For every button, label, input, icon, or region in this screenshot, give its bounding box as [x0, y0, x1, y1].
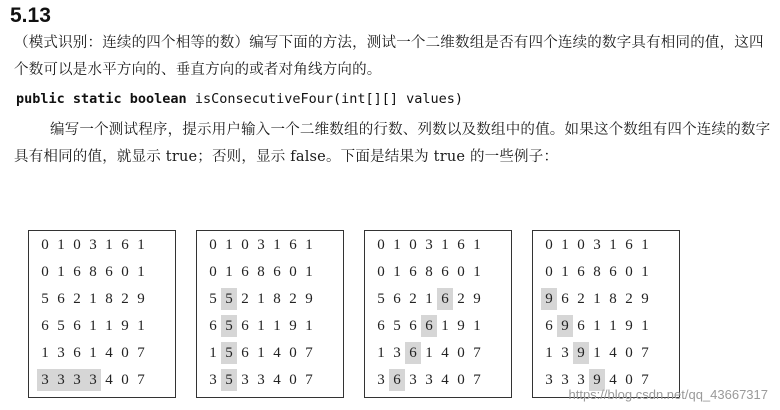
matrix-cell: 1 [209, 345, 217, 361]
matrix-cell-highlighted: 3 [37, 369, 53, 391]
matrix-cell: 6 [441, 264, 449, 280]
matrix-cell: 6 [73, 318, 81, 334]
matrix-cell: 2 [409, 291, 417, 307]
matrix-row [37, 261, 175, 285]
matrix-row [541, 261, 679, 285]
matrix-cell: 4 [609, 345, 617, 361]
matrix-cell: 6 [577, 318, 585, 334]
matrix-cell: 2 [241, 291, 249, 307]
matrix-cell: 3 [241, 372, 249, 388]
matrix-cell: 8 [257, 264, 265, 280]
matrix-cell-highlighted: 9 [589, 369, 605, 391]
example-matrix-horizontal [28, 230, 176, 398]
matrix-cell: 6 [561, 291, 569, 307]
matrix-cell: 5 [57, 318, 65, 334]
matrix-cell: 3 [577, 372, 585, 388]
matrix-cell: 6 [241, 345, 249, 361]
matrix-cell: 2 [73, 291, 81, 307]
matrix-cell: 3 [257, 372, 265, 388]
matrix-cell: 8 [609, 291, 617, 307]
matrix-cell: 0 [121, 345, 129, 361]
matrix-cell: 1 [641, 318, 649, 334]
matrix-cell: 1 [473, 264, 481, 280]
matrix-cell: 5 [209, 291, 217, 307]
matrix-cell: 3 [409, 372, 417, 388]
matrix-cell: 4 [441, 372, 449, 388]
matrix-cell-highlighted: 6 [405, 342, 421, 364]
matrix-cell: 4 [609, 372, 617, 388]
matrix-cell: 1 [57, 264, 65, 280]
matrix-row [541, 288, 679, 312]
matrix-cell: 1 [609, 237, 617, 253]
matrix-cell: 1 [393, 237, 401, 253]
matrix-cell: 0 [241, 237, 249, 253]
matrix-cell: 0 [577, 237, 585, 253]
matrix-cell: 2 [625, 291, 633, 307]
matrix-row [37, 369, 175, 393]
matrix-row [37, 234, 175, 258]
matrix-cell-highlighted: 5 [221, 342, 237, 364]
matrix-cell: 7 [137, 345, 145, 361]
matrix-row [37, 342, 175, 366]
matrix-cell: 6 [577, 264, 585, 280]
matrix-cell: 9 [457, 318, 465, 334]
test-program-instructions: 编写一个测试程序，提示用户输入一个二维数组的行数、列数以及数组中的值。如果这个数组有四个连续的数字具有相同的值，就显示 true；否则，显示 false。下面是结果为 true 的一些例子： [14, 122, 771, 165]
matrix-cell: 8 [273, 291, 281, 307]
matrix-row [373, 234, 511, 258]
matrix-cell: 5 [393, 318, 401, 334]
matrix-cell: 1 [561, 264, 569, 280]
matrix-row [541, 315, 679, 339]
matrix-cell: 1 [257, 345, 265, 361]
matrix-cell: 8 [593, 264, 601, 280]
matrix-cell: 1 [57, 237, 65, 253]
matrix-cell: 1 [561, 237, 569, 253]
matrix-cell: 1 [641, 264, 649, 280]
matrix-cell: 9 [289, 318, 297, 334]
matrix-cell: 7 [305, 372, 313, 388]
matrix-cell: 0 [625, 264, 633, 280]
matrix-cell: 1 [225, 264, 233, 280]
problem-description: （模式识别：连续的四个相等的数）编写下面的方法，测试一个二维数组是否有四个连续的数字具有相同的值，这四个数可以是水平方向的、垂直方向的或者对角线方向的。 [14, 35, 764, 78]
matrix-cell: 6 [409, 318, 417, 334]
matrix-cell: 1 [593, 345, 601, 361]
matrix-row [373, 315, 511, 339]
matrix-cell: 6 [545, 318, 553, 334]
matrix-cell: 4 [273, 372, 281, 388]
matrix-cell: 6 [609, 264, 617, 280]
matrix-cell: 7 [473, 345, 481, 361]
matrix-cell: 6 [377, 318, 385, 334]
matrix-cell: 7 [473, 372, 481, 388]
source-watermark: https://blog.csdn.net/qq_43667317 [568, 387, 768, 402]
matrix-cell-highlighted: 9 [557, 315, 573, 337]
matrix-cell: 6 [209, 318, 217, 334]
matrix-cell: 6 [625, 237, 633, 253]
matrix-cell: 1 [89, 318, 97, 334]
matrix-cell: 1 [593, 291, 601, 307]
matrix-cell: 6 [241, 264, 249, 280]
matrix-cell: 7 [641, 345, 649, 361]
matrix-cell: 0 [289, 264, 297, 280]
matrix-cell: 2 [457, 291, 465, 307]
matrix-cell: 6 [41, 318, 49, 334]
matrix-cell: 9 [473, 291, 481, 307]
exercise-number: 5.13 [10, 4, 51, 27]
matrix-cell: 3 [89, 237, 97, 253]
matrix-row [205, 315, 343, 339]
matrix-cell: 1 [225, 237, 233, 253]
matrix-cell: 9 [641, 291, 649, 307]
matrix-cell: 0 [73, 237, 81, 253]
matrix-cell-highlighted: 5 [221, 288, 237, 310]
matrix-cell-highlighted: 3 [85, 369, 101, 391]
matrix-cell: 6 [409, 264, 417, 280]
matrix-cell: 3 [561, 372, 569, 388]
matrix-cell: 7 [641, 372, 649, 388]
matrix-cell: 1 [425, 345, 433, 361]
matrix-cell: 3 [545, 372, 553, 388]
matrix-row [205, 261, 343, 285]
matrix-cell: 0 [545, 237, 553, 253]
matrix-cell: 0 [289, 345, 297, 361]
matrix-cell: 7 [305, 345, 313, 361]
matrix-cell: 1 [393, 264, 401, 280]
matrix-cell: 0 [41, 264, 49, 280]
matrix-cell: 2 [577, 291, 585, 307]
matrix-cell: 1 [137, 318, 145, 334]
matrix-cell: 8 [425, 264, 433, 280]
matrix-cell-highlighted: 6 [389, 369, 405, 391]
matrix-cell: 1 [257, 318, 265, 334]
method-signature [16, 91, 463, 107]
matrix-cell: 1 [473, 318, 481, 334]
matrix-cell: 1 [105, 237, 113, 253]
matrix-cell: 1 [137, 237, 145, 253]
matrix-cell: 6 [457, 237, 465, 253]
matrix-cell: 5 [377, 291, 385, 307]
example-matrix-diagonal-up [364, 230, 512, 398]
matrix-cell-highlighted: 6 [437, 288, 453, 310]
matrix-cell: 5 [41, 291, 49, 307]
matrix-row [373, 342, 511, 366]
matrix-cell: 1 [593, 318, 601, 334]
matrix-cell: 1 [641, 237, 649, 253]
matrix-cell: 4 [441, 345, 449, 361]
matrix-cell: 9 [625, 318, 633, 334]
matrix-cell: 1 [89, 291, 97, 307]
matrix-cell: 3 [593, 237, 601, 253]
matrix-cell: 1 [441, 318, 449, 334]
matrix-cell: 0 [625, 345, 633, 361]
matrix-cell: 1 [305, 264, 313, 280]
matrix-cell: 1 [257, 291, 265, 307]
matrix-cell: 0 [457, 264, 465, 280]
matrix-cell: 1 [305, 237, 313, 253]
matrix-row [373, 261, 511, 285]
matrix-row [373, 369, 511, 393]
example-matrix-vertical [196, 230, 344, 398]
matrix-cell: 0 [209, 264, 217, 280]
matrix-row [205, 342, 343, 366]
matrix-row [541, 342, 679, 366]
matrix-cell: 3 [393, 345, 401, 361]
matrix-cell: 1 [137, 264, 145, 280]
matrix-cell: 3 [425, 372, 433, 388]
matrix-cell: 1 [377, 345, 385, 361]
matrix-cell: 7 [137, 372, 145, 388]
matrix-cell: 6 [73, 264, 81, 280]
matrix-cell: 1 [273, 237, 281, 253]
matrix-cell-highlighted: 9 [541, 288, 557, 310]
matrix-cell: 0 [121, 264, 129, 280]
matrix-cell: 4 [273, 345, 281, 361]
matrix-cell: 6 [105, 264, 113, 280]
matrix-cell: 1 [41, 345, 49, 361]
matrix-cell: 0 [457, 372, 465, 388]
matrix-cell: 3 [209, 372, 217, 388]
matrix-cell: 3 [425, 237, 433, 253]
matrix-row [205, 369, 343, 393]
matrix-cell: 0 [377, 264, 385, 280]
matrix-cell: 2 [121, 291, 129, 307]
matrix-cell: 0 [545, 264, 553, 280]
matrix-cell-highlighted: 5 [221, 315, 237, 337]
matrix-cell: 3 [377, 372, 385, 388]
matrix-cell: 6 [393, 291, 401, 307]
matrix-cell: 1 [105, 318, 113, 334]
matrix-cell: 0 [289, 372, 297, 388]
matrix-cell: 0 [457, 345, 465, 361]
matrix-row [37, 288, 175, 312]
matrix-cell: 1 [473, 237, 481, 253]
matrix-cell: 6 [73, 345, 81, 361]
matrix-row [37, 315, 175, 339]
method-signature-keywords: public static boolean [16, 91, 187, 107]
matrix-cell-highlighted: 9 [573, 342, 589, 364]
matrix-row [205, 234, 343, 258]
matrix-cell: 0 [121, 372, 129, 388]
matrix-cell: 1 [89, 345, 97, 361]
matrix-cell: 6 [57, 291, 65, 307]
matrix-cell: 8 [105, 291, 113, 307]
matrix-cell-highlighted: 3 [53, 369, 69, 391]
matrix-row [205, 288, 343, 312]
matrix-cell: 6 [121, 237, 129, 253]
matrix-cell: 1 [305, 318, 313, 334]
matrix-cell: 3 [561, 345, 569, 361]
matrix-row [373, 288, 511, 312]
matrix-cell: 4 [105, 345, 113, 361]
matrix-cell: 4 [105, 372, 113, 388]
matrix-cell: 9 [305, 291, 313, 307]
matrix-cell: 6 [273, 264, 281, 280]
matrix-row [541, 234, 679, 258]
example-matrix-diagonal-down [532, 230, 680, 398]
matrix-cell: 8 [89, 264, 97, 280]
matrix-cell: 1 [441, 237, 449, 253]
matrix-cell: 9 [137, 291, 145, 307]
matrix-cell: 6 [289, 237, 297, 253]
matrix-cell: 1 [609, 318, 617, 334]
matrix-cell: 0 [409, 237, 417, 253]
matrix-cell: 9 [121, 318, 129, 334]
matrix-cell: 0 [377, 237, 385, 253]
method-signature-name: isConsecutiveFour(int[][] values) [186, 91, 464, 107]
matrix-cell: 6 [241, 318, 249, 334]
matrix-cell: 3 [57, 345, 65, 361]
matrix-cell-highlighted: 6 [421, 315, 437, 337]
matrix-cell-highlighted: 3 [69, 369, 85, 391]
matrix-cell-highlighted: 5 [221, 369, 237, 391]
matrix-cell: 0 [41, 237, 49, 253]
matrix-cell: 0 [209, 237, 217, 253]
matrix-cell: 1 [425, 291, 433, 307]
matrix-cell: 0 [625, 372, 633, 388]
matrix-cell: 2 [289, 291, 297, 307]
matrix-cell: 1 [545, 345, 553, 361]
matrix-cell: 1 [273, 318, 281, 334]
matrix-cell: 3 [257, 237, 265, 253]
